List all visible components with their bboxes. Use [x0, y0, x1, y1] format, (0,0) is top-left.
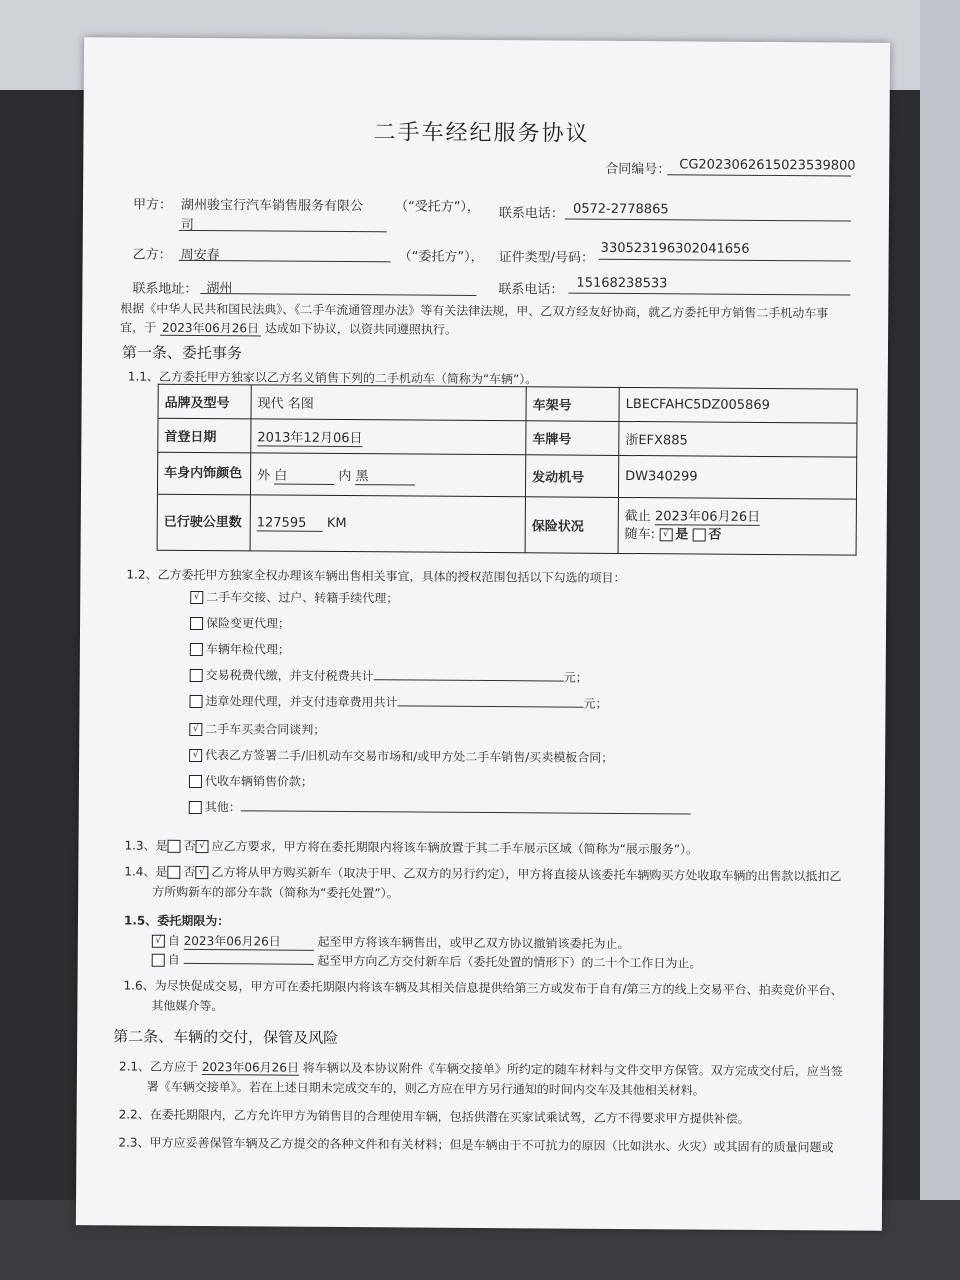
party-b-name: 周安春 — [180, 247, 220, 264]
option-checkbox[interactable] — [189, 695, 202, 708]
term-option-a — [152, 932, 630, 953]
insurance-no-label: 否 — [708, 527, 722, 543]
vin-value: LBECFAHC5DZ005869 — [619, 387, 857, 423]
party-b-phone: 15168238533 — [576, 275, 668, 292]
option-suffix: 元； — [563, 670, 588, 685]
clause-1-4-line2: 方所购新车的部分车款（简称为“委托处置”）。 — [152, 884, 399, 901]
party-b-id-label: 证件类型/号码： — [498, 250, 595, 266]
handover-date: 2023年06月26日 — [201, 1060, 300, 1075]
contract-paper — [76, 37, 890, 1231]
clause-1-4-no-text: 否 — [183, 864, 196, 879]
mileage-label: 已行驶公里数 — [157, 494, 250, 551]
party-b-phone-underline — [568, 293, 850, 296]
clause-1-5: 1.5、委托期限为： — [123, 913, 230, 929]
clause-2-1 — [119, 1057, 843, 1079]
insurance-yes-label: 是 — [675, 526, 689, 542]
party-a-phone-label: 联系电话： — [498, 206, 565, 222]
option-checkbox[interactable] — [189, 775, 202, 788]
term-option-b — [152, 951, 702, 972]
option-label: 二手车买卖合同谈判； — [205, 722, 326, 737]
party-b-phone-label: 联系电话： — [498, 282, 564, 298]
other-blank[interactable] — [241, 810, 691, 814]
option-checkbox[interactable] — [190, 617, 203, 630]
background-right — [920, 0, 960, 1280]
option-label: 保险变更代理； — [206, 616, 291, 631]
insurance-no-checkbox[interactable] — [692, 528, 705, 541]
party-a-label: 甲方： — [132, 197, 173, 213]
clause-1-1: 1.1、乙方委托甲方独家以乙方名义销售下列的二手机动车（简称为“车辆”）。 — [127, 369, 538, 387]
option-item — [190, 614, 290, 632]
term-b-pre: 自 — [167, 952, 180, 967]
party-a-role: （“受托方”）， — [394, 199, 481, 215]
insurance-with-car-label: 随车: — [624, 526, 656, 542]
interior-label: 内 — [338, 468, 352, 484]
engine-value: DW340299 — [618, 455, 856, 499]
term-a-pre: 自 — [167, 933, 180, 948]
mileage-unit: KM — [326, 515, 347, 531]
exterior-value: 白 — [274, 464, 334, 484]
insurance-until-label: 截止 — [624, 508, 651, 524]
option-item — [189, 772, 313, 790]
party-b-role: （“委托方”）， — [398, 249, 484, 265]
clause-1-4 — [124, 863, 841, 885]
clause-2-1-pre: 2.1、乙方应于 — [118, 1059, 199, 1075]
party-b-id-underline — [599, 259, 851, 262]
brand-value: 现代 名图 — [251, 385, 526, 421]
clause-2-1-line2: 署《车辆交接单》。若在上述日期未完成交车的，则乙方应在甲方另行通知的时间内交车及其他相关材料。 — [146, 1079, 705, 1098]
option-suffix: 元； — [583, 696, 608, 711]
preamble-line2-pre: 宜，于 — [120, 320, 157, 335]
party-a-name-cont: 司 — [180, 217, 194, 233]
option-checkbox[interactable] — [190, 643, 203, 656]
party-b-address-underline — [200, 293, 476, 296]
insurance-yes-checkbox[interactable]: √ — [659, 528, 672, 541]
document-title: 二手车经纪服务协议 — [373, 120, 590, 147]
engine-label: 发动机号 — [525, 455, 618, 498]
clause-1-3-yes-checkbox[interactable] — [168, 840, 181, 853]
term-b-text: 起至甲方向乙方交付新车后（委托处置的情形下）的二十个工作日为止。 — [317, 953, 702, 971]
party-b-label: 乙方： — [132, 247, 172, 263]
clause-1-6-line2: 其他媒介等。 — [151, 998, 224, 1014]
color-label: 车身内饰颜色 — [157, 452, 250, 495]
option-checkbox[interactable] — [190, 669, 203, 682]
option-checkbox[interactable] — [189, 801, 202, 814]
plate-value: 浙EFX885 — [619, 421, 857, 457]
preamble-line1: 根据《中华人民共和国民法典》、《二手车流通管理办法》等有关法律法规，甲、乙双方经友好协商，就乙方委托甲方销售二手机动车事 — [120, 301, 829, 321]
brand-label: 品牌及型号 — [158, 384, 251, 419]
term-b-checkbox[interactable] — [152, 954, 165, 967]
clause-1-3-text: 应乙方要求，甲方将在委托期限内将该车辆放置于其二手车展示区域（简称为“展示服务”）。 — [211, 839, 699, 857]
section2-title: 第二条、车辆的交付，保管及风险 — [113, 1027, 339, 1047]
option-item — [189, 798, 691, 819]
preamble-line2-post: 达成如下协议，以资共同遵照执行。 — [264, 321, 457, 337]
exterior-label: 外 — [257, 467, 271, 484]
option-item — [190, 588, 398, 606]
clause-2-2: 2.2、在委托期限内，乙方允许甲方为销售目的合理使用车辆，包括供潜在买家试乘试驾，乙方不得要求甲方提供补偿。 — [118, 1107, 750, 1126]
option-label: 违章处理代理，并支付违章费用共计 — [205, 694, 398, 710]
term-b-date-blank[interactable] — [184, 963, 314, 965]
party-b-id: 330523196302041656 — [600, 240, 750, 257]
option-item — [190, 640, 290, 658]
clause-1-6: 1.6、为尽快促成交易，甲方可在委托期限内将该车辆及其相关信息提供给第三方或发布于自有/第三方的线上交易平台、拍卖竞价平台、 — [123, 978, 843, 998]
term-a-date: 2023年06月26日 — [184, 932, 314, 951]
clause-1-4-text: 乙方将从甲方购买新车（取决于甲、乙双方的另行约定），甲方将直接从该委托车辆购买方处收取车辆的出售款以抵扣乙 — [211, 865, 842, 884]
option-label: 二手车交接、过户、转籍手续代理； — [206, 590, 399, 606]
party-a-name: 湖州骏宝行汽车销售服务有限公 — [180, 197, 364, 215]
option-checkbox[interactable]: √ — [189, 723, 202, 736]
option-label: 代表乙方签署二手/旧机动车交易市场和/或甲方处二手车销售/买卖模板合同； — [205, 748, 614, 765]
option-item — [189, 746, 613, 766]
preamble-date: 2023年06月26日 — [160, 321, 261, 337]
option-item — [190, 666, 588, 686]
clause-1-4-yes-checkbox[interactable] — [167, 866, 180, 879]
vin-label: 车架号 — [526, 387, 619, 422]
insurance-until-date: 2023年06月26日 — [654, 508, 761, 525]
clause-1-4-no-checkbox[interactable]: √ — [195, 866, 208, 879]
contract-no-underline — [667, 174, 851, 176]
interior-value: 黑 — [355, 465, 415, 485]
clause-1-3-no-text: 否 — [183, 838, 196, 853]
insurance-cell — [618, 497, 856, 555]
reg-date-label: 首登日期 — [158, 418, 251, 453]
reg-date-cell — [251, 419, 526, 455]
term-a-checkbox[interactable]: √ — [152, 935, 165, 948]
clause-2-1-text: 将车辆以及本协议附件《车辆交接单》所约定的随车材料与文件交甲方保管。双方完成交付后，应当签 — [302, 1060, 843, 1079]
mileage-value: 127595 — [257, 515, 323, 531]
party-b-address: 湖州 — [206, 281, 233, 297]
option-label: 其他： — [204, 800, 241, 815]
option-checkbox[interactable]: √ — [190, 591, 203, 604]
term-a-text: 起至甲方将该车辆售出，或甲乙双方协议撤销该委托为止。 — [317, 934, 630, 952]
contract-no: CG2023062615023539800 — [679, 157, 856, 174]
party-a-underline — [179, 230, 387, 232]
option-label: 车辆年检代理； — [205, 642, 290, 657]
violation-amount-blank[interactable] — [398, 705, 584, 707]
option-item — [189, 720, 325, 738]
party-b-address-label: 联系地址： — [132, 281, 198, 297]
option-item — [189, 692, 607, 712]
insurance-label: 保险状况 — [525, 497, 618, 554]
plate-label: 车牌号 — [526, 421, 619, 456]
color-cell — [250, 453, 525, 497]
option-label: 代收车辆销售价款； — [204, 774, 314, 789]
option-label: 交易税费代缴，并支付税费共计 — [205, 668, 374, 684]
option-checkbox[interactable]: √ — [189, 749, 202, 762]
vehicle-info-table — [157, 384, 858, 556]
contract-no-label: 合同编号： — [605, 161, 671, 178]
clause-1-3-yes-text: 1.3、是 — [124, 838, 168, 853]
party-a-phone-underline — [565, 219, 851, 222]
party-a-phone: 0572-2778865 — [572, 201, 669, 218]
clause-2-3: 2.3、甲方应妥善保管车辆及乙方提交的各种文件和有关材料；但是车辆由于不可抗力的原因（比如洪水、火灾）或其固有的质量问题或 — [118, 1135, 834, 1155]
clause-1-3 — [124, 837, 698, 858]
section1-title: 第一条、委托事务 — [121, 343, 243, 363]
clause-1-3-no-checkbox[interactable]: √ — [196, 840, 209, 853]
clause-1-2: 1.2、乙方委托甲方独家全权办理该车辆出售相关事宜，具体的授权范围包括以下勾选的项目： — [126, 567, 626, 585]
mileage-cell — [250, 495, 525, 553]
preamble-line2 — [120, 318, 457, 337]
clause-1-4-yes-text: 1.4、是 — [124, 864, 168, 879]
reg-date-value: 2013年12月06日 — [257, 430, 363, 447]
tax-amount-blank[interactable] — [374, 679, 564, 681]
